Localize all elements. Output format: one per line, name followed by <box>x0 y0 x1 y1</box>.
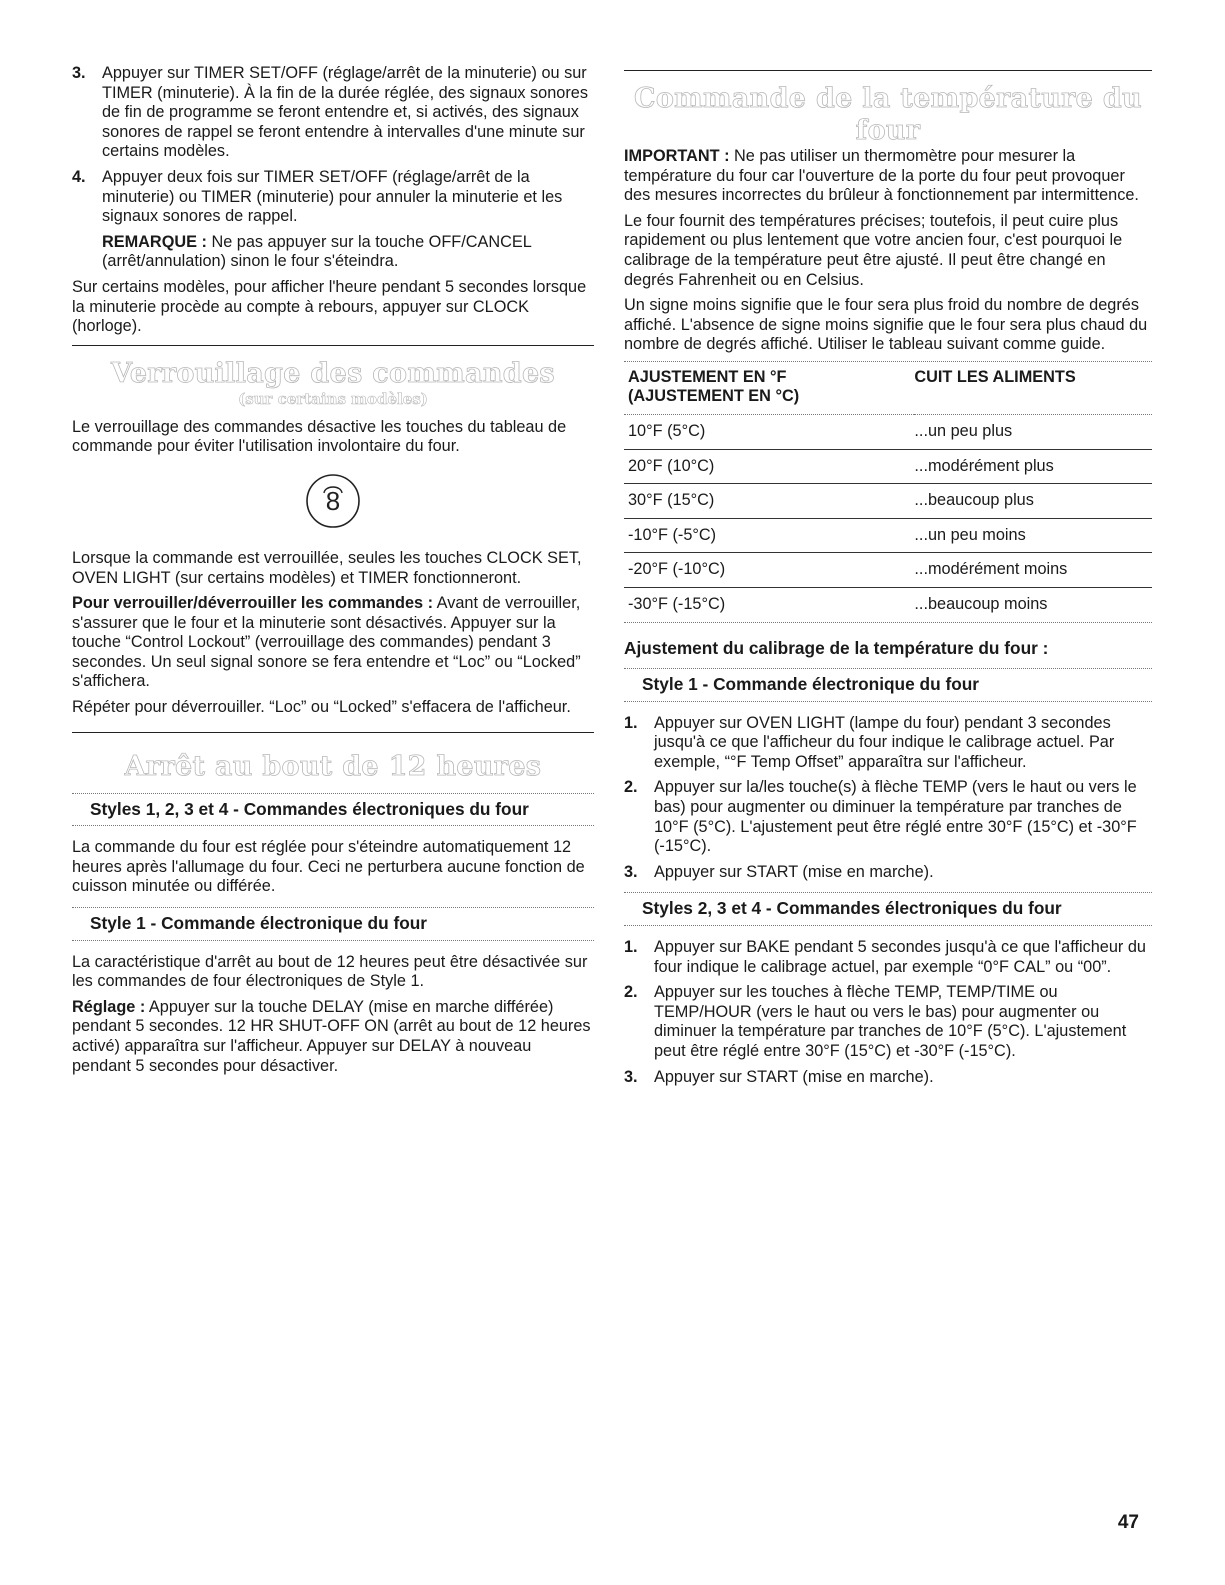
shutoff-para2: La caractéristique d'arrêt au bout de 12 heures peut être désactivée sur les commandes de four électroniques de Style 1. <box>72 952 588 991</box>
setting-label: Réglage : <box>72 997 146 1016</box>
cell-result: ...un peu plus <box>914 414 1152 449</box>
step-number: 2. <box>624 778 638 797</box>
sub-heading: Styles 2, 3 et 4 - Commandes électroniques du four <box>642 898 1062 919</box>
lock-intro: Le verrouillage des commandes désactive les touches du tableau de commande pour éviter l'utilisation involontaire du four. <box>72 417 567 456</box>
list-item <box>624 938 1152 977</box>
shutoff-para3 <box>72 998 594 1076</box>
sub-heading-box <box>72 793 594 827</box>
step-text: Appuyer sur les touches à flèche TEMP, TEMP/TIME ou TEMP/HOUR (vers le haut ou vers le bas) pour augmenter ou diminuer la température par tranches de 10°F (5°C). L'ajustement peut être réglé entre 30°F (15°C) et -30°F (-15°C). <box>654 983 1127 1060</box>
table-row <box>624 449 1152 484</box>
lock-section <box>72 358 594 718</box>
table-header-adjustment <box>624 362 914 415</box>
section-divider <box>72 732 594 733</box>
list-item <box>624 714 1152 773</box>
table-row <box>624 587 1152 621</box>
timer-steps <box>72 64 594 272</box>
lock-para3-text: Avant de verrouiller, s'assurer que le four et la minuterie sont désactivés. Appuyer sur la touche “Control Lockout” (verrouillage des commandes) pendant 3 secondes. Un seul signal sonore se fera entendre et “Loc” ou “Locked” s'affichera. <box>72 594 581 691</box>
section-subtitle: (sur certains modèles) <box>238 389 428 408</box>
lock-para3 <box>72 594 594 692</box>
header-fahrenheit: AJUSTEMENT EN °F <box>628 367 787 386</box>
list-item <box>72 64 594 162</box>
step-text: Appuyer sur START (mise en marche). <box>654 862 934 881</box>
shutoff-para1: La commande du four est réglée pour s'éteindre automatiquement 12 heures après l'allumage du four. Ceci ne perturbera aucune fonction de cuisson minutée ou différée. <box>72 838 585 896</box>
step-number: 3. <box>624 862 638 881</box>
section-title: Verrouillage des commandes <box>111 357 555 389</box>
lock-para2: Lorsque la commande est verrouillée, seules les touches CLOCK SET, OVEN LIGHT (sur certains modèles) et TIMER fonctionneront. <box>72 548 582 587</box>
important-text: Ne pas utiliser un thermomètre pour mesurer la température du four car l'ouverture de la porte du four peut provoquer des mesures incorrectes du brûleur à fonctionnement par intermittence. <box>624 147 1139 205</box>
step-text: Appuyer sur BAKE pendant 5 secondes jusqu'à ce que l'afficheur du four indique le calibrage actuel, par exemple “0°F CAL” ou “00”. <box>654 938 1146 976</box>
step-text: Appuyer deux fois sur TIMER SET/OFF (réglage/arrêt de la minuterie) ou TIMER (minuterie) pour annuler la minuterie et les signaux sonores de rappel. <box>102 167 563 226</box>
lock-icon <box>305 473 361 529</box>
sub-heading-box <box>624 892 1152 926</box>
step-number: 1. <box>624 938 638 957</box>
sub-heading-box <box>72 907 594 941</box>
sub-heading: Style 1 - Commande électronique du four <box>90 913 428 934</box>
list-item <box>624 778 1152 856</box>
remark-label: REMARQUE : <box>102 232 207 251</box>
cell-result: ...beaucoup moins <box>914 594 1048 613</box>
step-text: Appuyer sur TIMER SET/OFF (réglage/arrêt de la minuterie) ou sur TIMER (minuterie). À la fin de la durée réglée, des signaux sonores de fin de programme se feront entendre et, si activés, des signaux sonores de rappel se feront entendre à intervalles d'une minute sur certains modèles. <box>102 64 588 161</box>
oven-para3: Un signe moins signifie que le four sera plus froid du nombre de degrés affiché. L'absence de signe moins signifie que le four sera plus chaud du nombre de degrés affiché. Utiliser le tableau suivant comme guide. <box>624 296 1148 354</box>
important-paragraph <box>624 147 1152 206</box>
sub-heading: Styles 1, 2, 3 et 4 - Commandes électroniques du four <box>90 798 529 819</box>
cell-adjustment: 10°F (5°C) <box>624 414 914 449</box>
calibration-heading: Ajustement du calibrage de la température du four : <box>624 637 1049 658</box>
cell-result: ...modérément moins <box>914 553 1152 588</box>
list-item <box>624 863 1152 883</box>
cell-adjustment: 30°F (15°C) <box>624 484 914 519</box>
right-column <box>624 64 1152 1093</box>
lock-icon-wrap <box>72 473 594 529</box>
table-header-result: CUIT LES ALIMENTS <box>914 367 1076 386</box>
calibration-table <box>624 362 1152 622</box>
cell-adjustment: -20°F (-10°C) <box>624 553 914 588</box>
section-title: Commande de la température du four <box>634 83 1142 146</box>
step-number: 2. <box>624 983 638 1002</box>
step-text: Appuyer sur OVEN LIGHT (lampe du four) pendant 3 secondes jusqu'à ce que l'afficheur du four indique le calibrage actuel. Par exemple, “°F Temp Offset” apparaîtra sur l'afficheur. <box>654 713 1115 771</box>
cell-adjustment: 20°F (10°C) <box>624 449 914 484</box>
list-item <box>72 168 594 272</box>
cell-adjustment: -10°F (-5°C) <box>624 518 914 553</box>
remark-text: Ne pas appuyer sur la touche OFF/CANCEL (arrêt/annulation) sinon le four s'éteindra. <box>102 232 532 271</box>
list-item <box>624 1068 1152 1088</box>
step-number: 3. <box>72 64 86 82</box>
cell-result: ...modérément plus <box>914 449 1152 484</box>
section-divider <box>624 70 1152 71</box>
style1-steps <box>624 714 1152 883</box>
important-label: IMPORTANT : <box>624 147 730 165</box>
sub-heading: Style 1 - Commande électronique du four <box>642 674 980 695</box>
oven-para2: Le four fournit des températures précises; toutefois, il peut cuire plus rapidement ou plus lentement que votre ancien four, c'est pourquoi le calibrage de la température peut être ajusté. Il peut être changé en degrés Fahrenheit ou en Celsius. <box>624 211 1123 289</box>
remark-note <box>102 233 594 272</box>
lock-icon-glyph: 8 <box>325 485 341 516</box>
clock-paragraph: Sur certains modèles, pour afficher l'heure pendant 5 secondes lorsque la minuterie procède au compte à rebours, appuyer sur CLOCK (horloge). <box>72 277 587 336</box>
table-row <box>624 518 1152 553</box>
lock-para4: Répéter pour déverrouiller. “Loc” ou “Locked” s'effacera de l'afficheur. <box>72 698 571 717</box>
left-column <box>72 64 594 1082</box>
step-number: 1. <box>624 713 638 732</box>
list-item <box>624 983 1152 1061</box>
cell-adjustment: -30°F (-15°C) <box>628 594 726 613</box>
step-number: 4. <box>72 167 86 186</box>
style234-steps <box>624 938 1152 1087</box>
cell-result: ...beaucoup plus <box>914 484 1152 519</box>
section-title: Arrêt au bout de 12 heures <box>124 750 542 782</box>
setting-text: Appuyer sur la touche DELAY (mise en marche différée) pendant 5 secondes. 12 HR SHUT-OFF ON (arrêt au bout de 12 heures activé) apparaîtra sur l'afficheur. Appuyer sur DELAY à nouveau pendant 5 secondes pour désactiver. <box>72 997 591 1075</box>
lock-para3-label: Pour verrouiller/déverrouiller les commandes : <box>72 594 434 613</box>
table-row <box>624 414 1152 449</box>
section-divider <box>72 345 594 346</box>
shutoff-section <box>72 751 594 1077</box>
step-text: Appuyer sur START (mise en marche). <box>654 1067 934 1086</box>
page-number: 47 <box>1117 1512 1139 1533</box>
header-celsius: (AJUSTEMENT EN °C) <box>628 386 800 405</box>
step-text: Appuyer sur la/les touche(s) à flèche TEMP (vers le haut ou vers le bas) pour augmenter ou diminuer la température par tranches de 10°F (5°C). L'ajustement peut être réglé entre 30°F (15°C) et -30°F (-15°C). <box>654 778 1137 856</box>
cell-result: ...un peu moins <box>914 518 1152 553</box>
table-row <box>624 484 1152 519</box>
step-number: 3. <box>624 1067 638 1086</box>
table-row <box>624 553 1152 588</box>
sub-heading-box <box>624 668 1152 702</box>
